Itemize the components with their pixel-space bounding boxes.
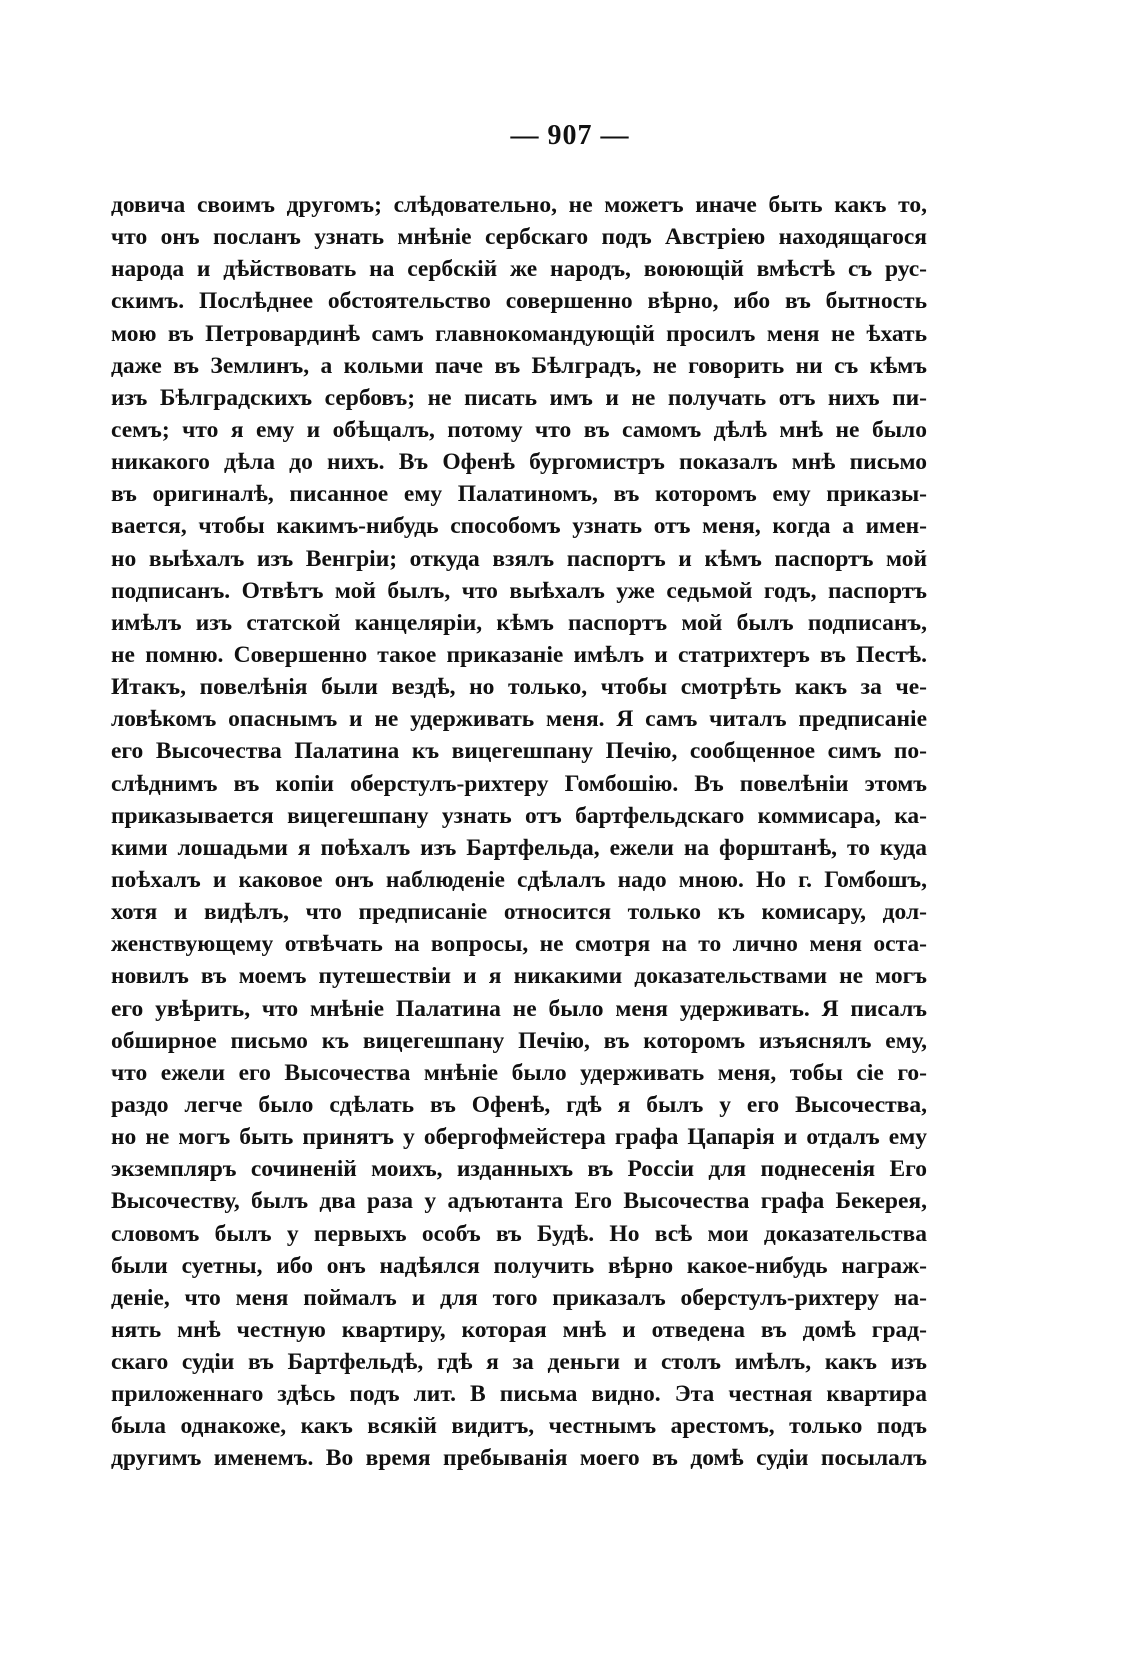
text-line: вается, чтобы какимъ-нибудь способомъ узнать отъ меня, когда а имен- xyxy=(111,513,927,540)
text-line: экземпляръ сочиненій моихъ, изданныхъ въ Россіи для поднесенія Его xyxy=(111,1156,927,1183)
text-line: довича своимъ другомъ; слѣдовательно, не можетъ иначе быть какъ то, xyxy=(111,192,927,218)
text-line: обширное письмо къ вицегешпану Печію, въ которомъ изъяснялъ ему, xyxy=(111,1027,927,1054)
text-line: другимъ именемъ. Во время пребыванія моего въ домѣ судіи посылалъ xyxy=(111,1445,927,1472)
text-line: изъ Бѣлградскихъ сербовъ; не писать имъ и не получать отъ нихъ пи- xyxy=(111,384,927,411)
text-line: раздо легче было сдѣлать въ Офенѣ, гдѣ я былъ у его Высочества, xyxy=(111,1091,927,1118)
body-text xyxy=(111,189,927,1475)
text-line: деніе, что меня поймалъ и для того приказалъ оберстулъ-рихтеру на- xyxy=(111,1284,927,1311)
text-line: новилъ въ моемъ путешествіи и я никакими доказательствами не могъ xyxy=(111,963,927,990)
text-line: но выѣхалъ изъ Венгріи; откуда взялъ паспортъ и кѣмъ паспортъ мой xyxy=(111,545,927,572)
text-line: его Высочества Палатина къ вицегешпану Печію, сообщенное симъ по- xyxy=(111,738,927,765)
text-line: хотя и видѣлъ, что предписаніе относится только къ комисару, дол- xyxy=(111,899,927,926)
text-line: были суетны, ибо онъ надѣялся получить вѣрно какое-нибудь награж- xyxy=(111,1252,927,1279)
text-line: скимъ. Послѣднее обстоятельство совершенно вѣрно, ибо въ бытность xyxy=(111,288,927,315)
text-line: поѣхалъ и каковое онъ наблюденіе сдѣлалъ надо мною. Но г. Гомбошъ, xyxy=(111,866,927,893)
text-line: не помню. Совершенно такое приказаніе имѣлъ и статрихтеръ въ Пестѣ. xyxy=(111,641,927,668)
text-line: народа и дѣйствовать на сербскій же народъ, воюющій вмѣстѣ съ рус- xyxy=(111,256,927,283)
text-line: Высочеству, былъ два раза у адъютанта Его Высочества графа Бекерея, xyxy=(111,1188,927,1215)
text-line: но не могъ быть принятъ у обергофмейстера графа Цапарія и отдалъ ему xyxy=(111,1124,927,1151)
text-line: имѣлъ изъ статской канцеляріи, кѣмъ паспортъ мой былъ подписанъ, xyxy=(111,609,927,636)
text-line: мою въ Петровардинѣ самъ главнокомандующій просилъ меня не ѣхать xyxy=(111,320,927,347)
text-line: никакого дѣла до нихъ. Въ Офенѣ бургомистръ показалъ мнѣ письмо xyxy=(111,449,927,476)
text-line: словомъ былъ у первыхъ особъ въ Будѣ. Но всѣ мои доказательства xyxy=(111,1220,927,1247)
text-line: слѣднимъ въ копіи оберстулъ-рихтеру Гомбошію. Въ повелѣніи этомъ xyxy=(111,770,927,797)
text-line: ловѣкомъ опаснымъ и не удерживать меня. Я самъ читалъ предписаніе xyxy=(111,706,927,733)
text-line: что ежели его Высочества мнѣніе было удерживать меня, тобы сіе го- xyxy=(111,1059,927,1086)
text-line: приказывается вицегешпану узнать отъ бартфельдскаго коммисара, ка- xyxy=(111,802,927,829)
text-line: семъ; что я ему и обѣщалъ, потому что въ самомъ дѣлѣ мнѣ не было xyxy=(111,416,927,443)
text-line: скаго судіи въ Бартфельдѣ, гдѣ я за деньги и столъ имѣлъ, какъ изъ xyxy=(111,1349,927,1376)
text-line: даже въ Землинъ, а кольми паче въ Бѣлградъ, не говорить ни съ кѣмъ xyxy=(111,352,927,379)
text-line: его увѣрить, что мнѣніе Палатина не было меня удерживать. Я писалъ xyxy=(111,995,927,1022)
text-line: что онъ посланъ узнать мнѣніе сербскаго подъ Австріею находящагося xyxy=(111,224,927,251)
text-line: подписанъ. Отвѣтъ мой былъ, что выѣхалъ уже седьмой годъ, паспортъ xyxy=(111,577,927,604)
text-line: приложеннаго здѣсь подъ лит. B письма видно. Эта честная квартира xyxy=(111,1381,927,1408)
text-line: нять мнѣ честную квартиру, которая мнѣ и отведена въ домѣ град- xyxy=(111,1316,927,1343)
text-line: женствующему отвѣчать на вопросы, не смотря на то лично меня оста- xyxy=(111,931,927,958)
text-line: кими лошадьми я поѣхалъ изъ Бартфельда, ежели на форштанѣ, то куда xyxy=(111,834,927,861)
text-line: въ оригиналѣ, писанное ему Палатиномъ, въ которомъ ему приказы- xyxy=(111,481,927,508)
text-line: была однакоже, какъ всякій видитъ, честнымъ арестомъ, только подъ xyxy=(111,1413,927,1440)
page-number: — 907 — xyxy=(510,120,630,151)
text-line: Итакъ, повелѣнія были вездѣ, но только, чтобы смотрѣть какъ за че- xyxy=(111,674,927,701)
